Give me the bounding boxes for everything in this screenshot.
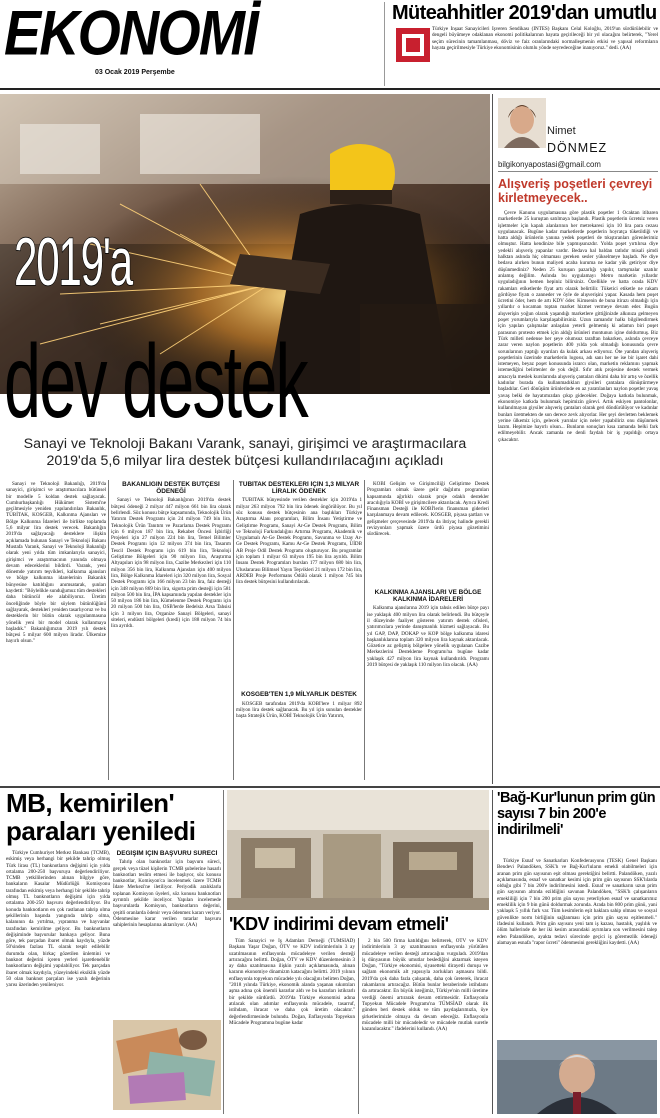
author-email[interactable]: bilgikonyapostasi@gmail.com [498, 160, 658, 172]
bottom-mid-col1 [229, 938, 355, 1114]
palandoken-photo [497, 1040, 657, 1114]
masthead-divider [384, 2, 385, 86]
issue-date: 03 Ocak 2019 Perşembe [95, 69, 175, 76]
main-article-col3-text: TÜBİTAK bünyesinde verilen destekler için 2019'da 1 milyar 263 milyon 792 bin lira ödenek öngörülüyor. Bu yıl söz konusu destek bütçesinin ana başlıkları Türkiye Araştırma Alanı programları, Bilim İnsanı Yetiştirme ve Geliştirme Programı, Sanayi Ar-Ge Destek Programı, Bilim ve Teknoloji Farkındalığını Artırma Programı, Akademik ve Uygulamalı Ar-Ge Destek Programı, Savunma ve Uzay Ar-Ge Destek Programı, Kamu Ar-Ge Destek Programı, ÜİDB AB Proje Odil Destek Programı oluşturuyor. Bu programlar için toplam 1 milyar 63 milyon 195 bin lira ayrıldı. Bilim İnsanı Destek Programları burslan 177 milyon 680 bin lira, Uluslararası Bilimsel Yayın Teşvikleri 21 milyon 172 bin lira, ARDEB Proje Performans Ödülü olarak 1 milyon 745 bin lira destek bütçesini kullandırılacak. [236, 497, 362, 586]
subhead-basvuru: DEĞİŞİM İÇİN BAŞVURU SÜRECİ [116, 850, 218, 857]
bottom-mid-col2 [362, 938, 488, 1114]
main-article-col4-text: KOBİ Gelişim ve Girişimciliği Geliştirme Destek Programları olmak üzere gelir dağılımı programları kapsamında ağırlıklı olarak proje odaklı destekler aracılığıyla KOBİ ve girişimcilere aktarılacak. Ayrıca Kredi Finansman Desteği ile KOBİ'lerin finansman giderleri karşılanmaya devam edilecek. KOSGEB, piyasa şartları ve gelişmeler çerçevesinde 2019'da da ihtiyaç halinde gerekli revizyonları yapmak üzere ürdü piyasa gözetimini sürdürecek. [367, 481, 489, 538]
bottom-right-body [497, 858, 657, 1034]
main-article-col2 [111, 481, 231, 781]
hero-title-line1: 2019'a [14, 224, 132, 300]
main-article-col1 [6, 481, 106, 781]
hero-deck: Sanayi ve Teknoloji Bakanı Varank, sanayi, girişimci ve araştırmacılara 2019'da 5,6 milyar lira destek bütçesi kullandırılacağını açıkladı [23, 436, 467, 469]
bottom-right-title: 'Bağ-Kur'lunun prim gün sayısı 7 bin 200'e indirilmeli' [497, 790, 656, 838]
column-rule [358, 938, 359, 1114]
masthead-rule [0, 88, 660, 90]
hero-title-line2: dev destek [4, 324, 307, 440]
bottom-left-title-line2: paraları yeniledi [6, 816, 196, 846]
column-rule [492, 790, 493, 1114]
banknotes-image [113, 1020, 221, 1110]
column-rule [108, 480, 109, 780]
main-article-col4 [367, 481, 489, 781]
bottom-left-body [6, 850, 110, 1112]
column-rule [223, 790, 224, 1114]
author-first-name: Nimet [547, 125, 576, 137]
masthead-headline: Müteahhitler 2019'dan umutlu [392, 2, 657, 24]
store-photo [227, 790, 489, 910]
main-article-col3 [236, 481, 362, 781]
column-title: Alışveriş poşetleri çevreyi kirletmeyecek.. [498, 177, 653, 205]
subhead-kalkinma: KALKINMA AJANSLARI VE BÖLGE KALKINMA İDARELERİ [374, 589, 482, 604]
intes-logo-icon [396, 28, 430, 62]
bottom-mid-col2-text: 2 bin 500 firma katıldığını belirterek, ÖTV ve KDV indirimlerinin 3 ay uzatılmasının enflasyonla yürütülen mücadeleye verilen desteği artıracağını vurguladı. 2019'dan iş dünyasının büyük umutlar beslediğini aktarmak isteyen Doğan, "Türkiye ekonomisi, siyasetteki dirayetli duruşu ve sağlam ekonomik alt yapısıyla zorlukları aşmasını bildi. 2019'da çok daha fazla çalışarak, daha çok üreterek, ihracat rakamlarını artıracağız. Bütün bunlar beraberinde istihdamı da artıracaktır. En büyük isteğimiz, Türkiye'nin milli üretime verdiği önemi artırarak devam ettirmesidir. Enflasyonla Topyekun Mücadele Programı'na TÜMSİAD olarak ilk günden beri destek olduk ve tüm paydaşlarımızla, üye şirketlerimizle olmaya da devam edeceğiz. Enflasyonla mücadele milli bir mücadeledir ve mücadele mutlak suretle kazanılacaktır." ifadelerini kullandı. (AA) [362, 938, 488, 1033]
bottom-right-body-text: Türkiye Esnaf ve Sanatkarları Konfederasyonu (TESK) Genel Başkanı Bendevi Palandöken, SSK'lı ve Bağ-Kur'luların emekli olabilmeleri için aranan prim gün sayısının eşit olması gerektiğini belirtti. Palandöken, yazılı açıklamasında, esnaf ve sanatkar kesimi için prim gün sayısının SSK'lılarda olduğu gibi 7 bin 200'e indirilmesini istedi. Esnaf ve sanatkarın uzun prim gün sayısının altında ezildiğini savunan Palandöken, "SSK'lı çalışanların emekliliği için 7 bin 200 prim gün sayısı yeterliyken esnaf ve sanatkarımız emeklilik için 9 bin günü doldurmak zorunda. Arada bin 800 prim günü, yani yaklaşık 5 yıllık fark var. Tüm kesimlerin eşit haklara sahip olması ve sosyal güvenlikte norm birliğinin sağlanması için prim gün sayısı eşitlenmeli." ifadesini kullandı. Prim gün sayısını yeni tam iş kazası, hastalık, yaşlılık ve ölüm hallerinde de her iki kesim arasındaki ayrımlara son verilmesini talep eden Palandöken, ayakta tedavi sürecinde geçici iş göremezlik ödeneği alamayan esnafa "rapor ücreti" ödenmesini gerekliğini kaydetti. (AA) [497, 858, 657, 946]
column-body-text: Çevre Kanunu uygulamasına göre plastik poşetler 1 Ocaktan itibaren marketlerde 25 kuruştan satılmaya başlandı. Plastik poşetlerin ücretsiz veren işletmeler için kapalı alanlarının her metrekaresi için 10 lira para cezası uygulanacak. Bugüne kadar marketlerde poşetlerin hoyratça tüketildiği ve hatta aldığı ürünlerin yanına yedek poşetleri de tıkıştıranları görenlerimiz olmuştur. Hatta kendinize bile yapmışsınızdır. Yolda poşet yırtılırsa diye yedekli alışveriş yapanlar vardır. Bedava hal baldan tatlıdır misali şimdi halktan aslında hiç olmaması gereken sesler yükselmeye başladı. Ne diye bedava alırken bunun maliyeti acaba kuruma ne kadar yük getiriyor diye düşünmediniz? Neden 25 kuruşun pazarlığı yapılır, tartışmalar uzatılır anlamış değilim. Aslında bu uygulamayı Metro marketin yıllardır uyguladığının hemen hepiniz bilirsiniz. Özellikle ve hatta orada KDV rakamları etiketlerde fiyat artı olarak belirtilir. Tüketici etiketle ne rakam gördüyse fiyatı o zanneder ve öyle de alışverişini yapar. Kasada hem poşet ücretini öder, hem de artı KDV öder. Kimsenin de buna itirazı olmadığı için yıllardır o kocaman toptan market hizmet vermeye devam eder. Bugün alışverişin yoğun olarak yaşandığı marketlere gittiğinizde alkınıza gelmeyen poşet yorumlarıyla karşılaşabilirsiniz. Uzun zamandır halkı bilgilendirmek için yapılan çalışmalar anlaşılan yeterli gelmemiş ki adamın biri poşet parasının protesto etmek için aldığı ürünleri montunun içine doldurmuş. Biz Türk milleti nedense her şeye olumsuz taraftan bakarken, aslında çevreye zarar veren naylon poşetlerin 400 yılda yok olmadığı konusunda çevre sorunlarının yaptığı uyarıları da kulak arkası ediyoruz. Öte yandan alışveriş poşetlerinin üzerinde marketlerin logosu, adı sanı her ne ise bir işaret dahi istemeyen, beyaz poşet konusunda israrcı olan, marketin reklamını yapmak istemediğini belirtenler de yok değil. Sıfır atık projesine destek vermek amacıyla meslek kurslarında alışveriş çantaları dikimi daha bir artış ve özellik kadınlar burada da kullanmadıkları giysileri çantalara dönüştürmeye başladılar. Geri dönüşüm ürünlerinde en az yaratılanları naylon poşetler yavaş yavaş belki de hayatımızdan çıkıp gidecekler. Doğaya katkıda bulunmak, ekonomiye katkıda bulunmak hepimizin görevi. Artık eskiyen pantolonlar, kullanılmayan giysiler alışveriş çantaları olarak geri döndürülüyor ve kadınlar bunları üretmekten de son derece zevk alıyorlar. Her şeyi devletten beklemek yerine ülkemiz için, gelecek yarınlar için neler yapabiliriz onu düşünmek lazım. Hepimize hayırlı olsun... Bunların sonuçları kısa zamanda belki fark edilmeyebilir. Ancak zamanla ne denli faydalı bir iş yapıldığı ortaya çıkacaktır. [498, 210, 658, 443]
bottom-left-title-line1: MB, kemirilen' [6, 788, 175, 818]
column-rule [364, 480, 365, 780]
main-article-col4b-text: Kalkınma ajanslarına 2019 için tahsis edilen bütçe payı ise yaklaşık 400 milyon lira olarak belirlendi. Bu bütçeyle il düzeyinde faaliyet gösteren yatırım destek ofisleri, yatırımcılara yerinde danışmanlık hizmeti sağlayacak. Bu yıl GAP, DAP, DOKAP ve KOP bölge kalkınma idaresi başkanlıklarına toplam 320 milyon lira kaynak aktarılacak. Gözetice az gelişmiş bölgelere yönelik uygulanan Cazibe Merkezlerini Destekleme Programı'na bugüne kadar yaklaşık 427 milyon lira kaynak kullandırıldı. Programı 2019 bütçesi de yaklaşık 110 milyon lira olacak. (AA) [367, 605, 489, 669]
masthead [0, 0, 660, 90]
column-body [498, 210, 658, 784]
column-rule [492, 94, 493, 784]
subhead-tubitak: TÜBİTAK DESTEKLERİ İÇİN 1,3 MİLYAR LİRALIK ÖDENEK [238, 481, 360, 496]
column-rule [233, 480, 234, 780]
bottom-mid-col1-text: Tüm Sanayici ve İş Adamları Derneği (TÜMSİAD) Başkanı Yaşar Doğan, ÖTV ve KDV indirimlerinin 3 ay uzatılmasının enflasyonla mücadeleye verilen desteği artıracağını belirtti. Doğan, ÖTV ve KDV düzenlemesinin 3 ay daha uzatılmasına ilişkin yazılı açıklamasında, alınan kararın ekonomiye dinamizm katacağını belirtti. 2019 yılının enflasyonla topyekun mücadele yılı olacağını belirten Doğan, "2018 yılında Türkiye, ekonomik alanda yaşanan sıkıntıları aşma adına çok önemli kararlar aldı ve bu kararları istikrarlı bir şekilde sürdürdü. 2019'da Türkiye ekonomisi adına atılacak olan adımlar enflasyonla mücadele, tasarruf, istihdam, ihracat ve daha çok üretim olacaktır." değerlendirmesinde bulundu. Doğan, Enflasyonla Topyekun Mücadele Programına bugüne kadar [229, 938, 355, 1026]
main-article-col2-text: Sanayi ve Teknoloji Bakanlığının 2019'da destek bütçesi ödeneği 2 milyar 447 milyon 661 bin lira olarak belirlendi. Söz konusu bütçe kapsamında, Teknolojik Ürün Yatırım Destek Programı için 24 milyon 749 bin lira, Teknolojik Ürün Tanıtım ve Pazarlama Destek Programı için 6 milyon 187 bin lira, Rekabet Öncesi İşbirliği Projeleri için 27 milyon 224 bin lira, Temel Bilimler Destek Programı için 12 milyon 374 bin lira, Tasarım Tescil Destek Programı için 619 bin lira, Teknoloji Geliştirme Bölgeleri için 90 milyon lira, Araştırma Altyapıları için 98 milyon lira, Cazibe Merkezleri için 110 milyon 356 bin lira, Kalkınma Ajansları için 400 milyon lira, Bölge Kalkınma İdareleri için 320 milyon lira, Sosyal Destek Programı için 166 milyon 23 bin lira, faiz desteği için 348 milyon 869 bin lira, sigorta prim desteği için 581 milyon 500 bin lira, İPA kapsamında yapılan destekler için 50 milyon 186 bin lira, Kümelenme Destek Programı için 20 milyon 500 bin lira, OSB'lerde Bedelsiz Arsa Tahsisi için 3 milyon lira, Organize Sanayi Bölgeleri, sanayi siteleri, endüstri bölgeleri (kredi) için 188 milyon 74 bin lira ayrıldı. [111, 497, 231, 630]
masthead-article-body: Türkiye İnşaat Sanayicileri İşveren Sendikası (İNTES) Başkanı Celal Koloğlu, 2019'un sürdürülebilir ve dengeli büyümeye odaklanan ekonomi politikalarının hayata geçirileceği bir yıl olacağını belirterek, "Yerel seçim sürecinin tamamlanması, döviz ve faiz oranlarındaki normalleşmenin etkisi ve yapısal reformların hayata geçirilmesiyle Türkiye ekonomisinin olumlu yönde seyredeceğine inanıyoruz." dedi. (AA) [432, 26, 658, 51]
main-article-col1-text: Sanayi ve Teknoloji Bakanlığı, 2019'da sanayici, girişimci ve araştırmacılara bütünsel bir modelle 5 koldan destek sağlayacak. Cumhurbaşkanlığı Hükümet Sistemi'ne geçilmesiyle yeniden yapılandırılan Bakanlık, TÜBİTAK, KOSGEB, Kalkınma Ajansları ve Bölge Kalkınma İdareleri ile birlikte toplamda 5,6 milyar lira destek verecek. Bakanlığın 2019'da sağlayacağı desteklere ilişkin açıklamada bulunan Sanayi ve Teknoloji Bakanı Mustafa Varank, Sanayi ve Teknoloji Bakanlığı olarak yeni yılda tüm imkanlarıyla sanayici, girişimci ve araştırmacının yanında olmaya devam edeceklerini bildirdi. Varank, yeni dönemde yatırım teşvikleri, kalkınma ajansları ve bölge kalkınma idarelerinin Bakanlık bünyesine katıldığını anımsatarak, şunları kaydetti: "Böylelikle sunduğumuz tüm destekleri daha bütüncül ele alabiliyoruz. Üretim önceliğinde böyle bir söylem bütünlüğünü sağlayarak, destekleri yeniden tasarlıyoruz ve bu desteklerin bir bütün olarak uygulanmasına yönelik yeni bir model olarak kullanmaya başladık." Bakanlığımızın 2019 yılı destek bütçesi 5 milyar 600 milyon liradır. Ülkemize hayırlı olsun." [6, 481, 106, 645]
section-logo: EKONOMİ [4, 0, 258, 68]
author-last-name: DÖNMEZ [547, 141, 608, 155]
bottom-left-body-text: Türkiye Cumhuriyet Merkez Bankası (TCMB), eskimiş veya herhangi bir şekilde tahrip olmuş Türk lirası (TL) banknotların değişimi için yılda ortalama 200-250 başvuruya değerlendiriliyor. TCMB yetkililerinden alınan bilgiye göre, bankaların Kasalar Müdürlüğü Komisyonu tarafından eskimiş veya herhangi bir şekilde tahrip olmuş TL banknotların değişimi için yılda ortalama 200-250 başvuru değerlendiriliyor. Bu konuda banknotların en çok rastlanan tahrip olma şekillerinin başında yangında tahrip olma, kalanının da yırtılma, yıpranma ve hayvanlar tarafından kemirilme geliyor. Bu banknotların değişiminde başvurular bankaya geliyor. Buna göre, tek parçadan ibaret olmak kaydıyla, yüzde 50'sinden fazlası TL olarak tespit edilebilir durumda olan, birkaç gözetilen ünlemini ve banknot değerini içeren yerleri işaretlenebilir banknotların değişimi yapılabiliyor. Tek parçadan ibaret olmak kaydıyla, yüzeyindeki eksiklik yüzde 50 olan banknot parçaları ise yazılı değerinin yarısı üzerinden yenileniyor. [6, 850, 110, 989]
bottom-mid-title: 'KDV indirimi devam etmeli' [229, 914, 449, 934]
subhead-kosgeb: KOSGEB'TEN 1,9 MİLYARLIK DESTEK [241, 691, 357, 699]
bottom-left-sub-text: Tahrip olan banknotlar için başvuru süreci, gerçek veya tüzel kişilerin TCMB şubelerine hasarlı banknotları teslim etmesi ile başlıyor, söz konusu banknotlar, Komisyon'ca incelenmek üzere TCMB İdare Merkezi'ne iletiliyor. Periyodik aralıklarla toplanan Komisyon üyeleri, söz konusu banknotları ayrıntılı şekilde inceliyor. Yapılan incelemede başvurularda Komisyon, banknotların değerini, çeşitli oranlarda ödenir veya ödenmez kararı veriyor. Ödenmesine karar verilen tutarlar başvuru sahiplerinin hesaplarına aktarılıyor. (AA) [113, 859, 221, 929]
subhead-budget: BAKANLIĞIN DESTEK BÜTÇESİ ÖDENEĞİ [122, 481, 220, 496]
bottom-left-sub [113, 850, 221, 1112]
main-article-col3b-text: KOSGEB tarafından 2019'da KOBİ'lere 1 milyar 892 milyon lira destek sağlanacak. Bu yıl için sunulan destekler başta Stratejik Ürün, KOBİ Teknolojik Ürün Yatırım, [236, 700, 362, 720]
author-photo [498, 98, 546, 148]
